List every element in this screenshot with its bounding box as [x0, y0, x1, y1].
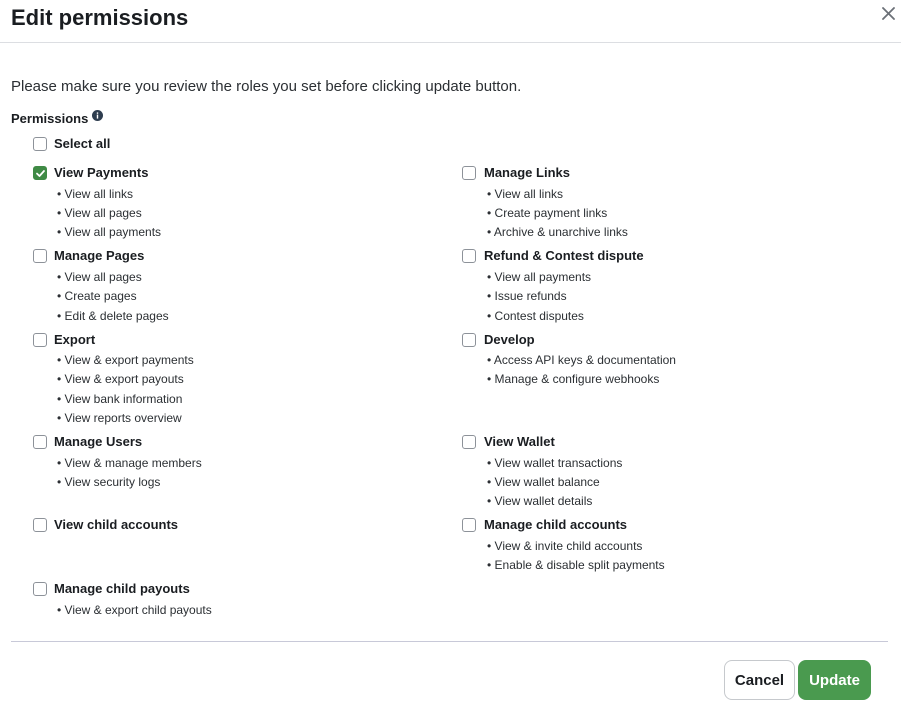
- refund-contest-label[interactable]: Refund & Contest dispute: [484, 248, 644, 263]
- manage-pages-label[interactable]: Manage Pages: [54, 248, 145, 263]
- permission-item: • Manage & configure webhooks: [487, 372, 660, 386]
- permission-item: • Create payment links: [487, 206, 608, 220]
- refund-contest-checkbox[interactable]: [462, 249, 476, 263]
- permission-item: • View all links: [57, 187, 134, 201]
- check-icon: [35, 168, 46, 179]
- permissions-heading: [11, 110, 103, 128]
- update-button[interactable]: Update: [798, 660, 871, 700]
- permissions-label: Permissions: [11, 111, 89, 126]
- permission-item: • View wallet balance: [487, 475, 600, 489]
- info-icon[interactable]: [92, 108, 103, 126]
- permission-item: • View & invite child accounts: [487, 539, 643, 553]
- close-icon[interactable]: [877, 4, 899, 24]
- view-wallet-checkbox[interactable]: [462, 435, 476, 449]
- permission-item: • View & export child payouts: [57, 603, 212, 617]
- permission-item: • View & export payments: [57, 353, 194, 367]
- permission-item: • View all payments: [487, 270, 592, 284]
- permission-item: • View all links: [487, 187, 564, 201]
- permission-item: • View wallet details: [487, 494, 593, 508]
- select-all-label[interactable]: Select all: [54, 136, 111, 151]
- manage-users-label[interactable]: Manage Users: [54, 434, 143, 449]
- permission-item: • View wallet transactions: [487, 456, 623, 470]
- modal-header: [0, 0, 901, 43]
- permission-item: • Contest disputes: [487, 309, 584, 323]
- view-payments-checkbox[interactable]: [33, 166, 47, 180]
- select-all-checkbox[interactable]: [33, 137, 47, 151]
- permission-item: • View security logs: [57, 475, 161, 489]
- permission-item: • View & manage members: [57, 456, 202, 470]
- intro-text: Please make sure you review the roles you set before clicking update button.: [11, 78, 522, 95]
- manage-child-payouts-label[interactable]: Manage child payouts: [54, 581, 190, 596]
- permission-item: • View & export payouts: [57, 372, 184, 386]
- permission-item: • View all pages: [57, 270, 142, 284]
- permission-item: • View all pages: [57, 206, 142, 220]
- manage-child-payouts-checkbox[interactable]: [33, 582, 47, 596]
- modal-title: Edit permissions: [11, 5, 189, 30]
- permission-item: • View all payments: [57, 225, 162, 239]
- manage-links-checkbox[interactable]: [462, 166, 476, 180]
- manage-child-accounts-label[interactable]: Manage child accounts: [484, 517, 628, 532]
- view-wallet-label[interactable]: View Wallet: [484, 434, 555, 449]
- permission-item: • View reports overview: [57, 411, 182, 425]
- develop-label[interactable]: Develop: [484, 332, 535, 347]
- permission-item: • Enable & disable split payments: [487, 558, 665, 572]
- export-checkbox[interactable]: [33, 333, 47, 347]
- view-payments-label[interactable]: View Payments: [54, 165, 149, 180]
- view-child-accounts-label[interactable]: View child accounts: [54, 517, 179, 532]
- permission-item: • Create pages: [57, 289, 137, 303]
- footer-divider: [11, 641, 888, 642]
- permission-item: • Access API keys & documentation: [487, 353, 676, 367]
- manage-pages-checkbox[interactable]: [33, 249, 47, 263]
- manage-child-accounts-checkbox[interactable]: [462, 518, 476, 532]
- permission-item: • Archive & unarchive links: [487, 225, 628, 239]
- permission-item: • View bank information: [57, 392, 183, 406]
- cancel-button[interactable]: Cancel: [724, 660, 795, 700]
- permission-item: • Issue refunds: [487, 289, 567, 303]
- view-child-accounts-checkbox[interactable]: [33, 518, 47, 532]
- manage-users-checkbox[interactable]: [33, 435, 47, 449]
- export-label[interactable]: Export: [54, 332, 96, 347]
- develop-checkbox[interactable]: [462, 333, 476, 347]
- permission-item: • Edit & delete pages: [57, 309, 169, 323]
- manage-links-label[interactable]: Manage Links: [484, 165, 570, 180]
